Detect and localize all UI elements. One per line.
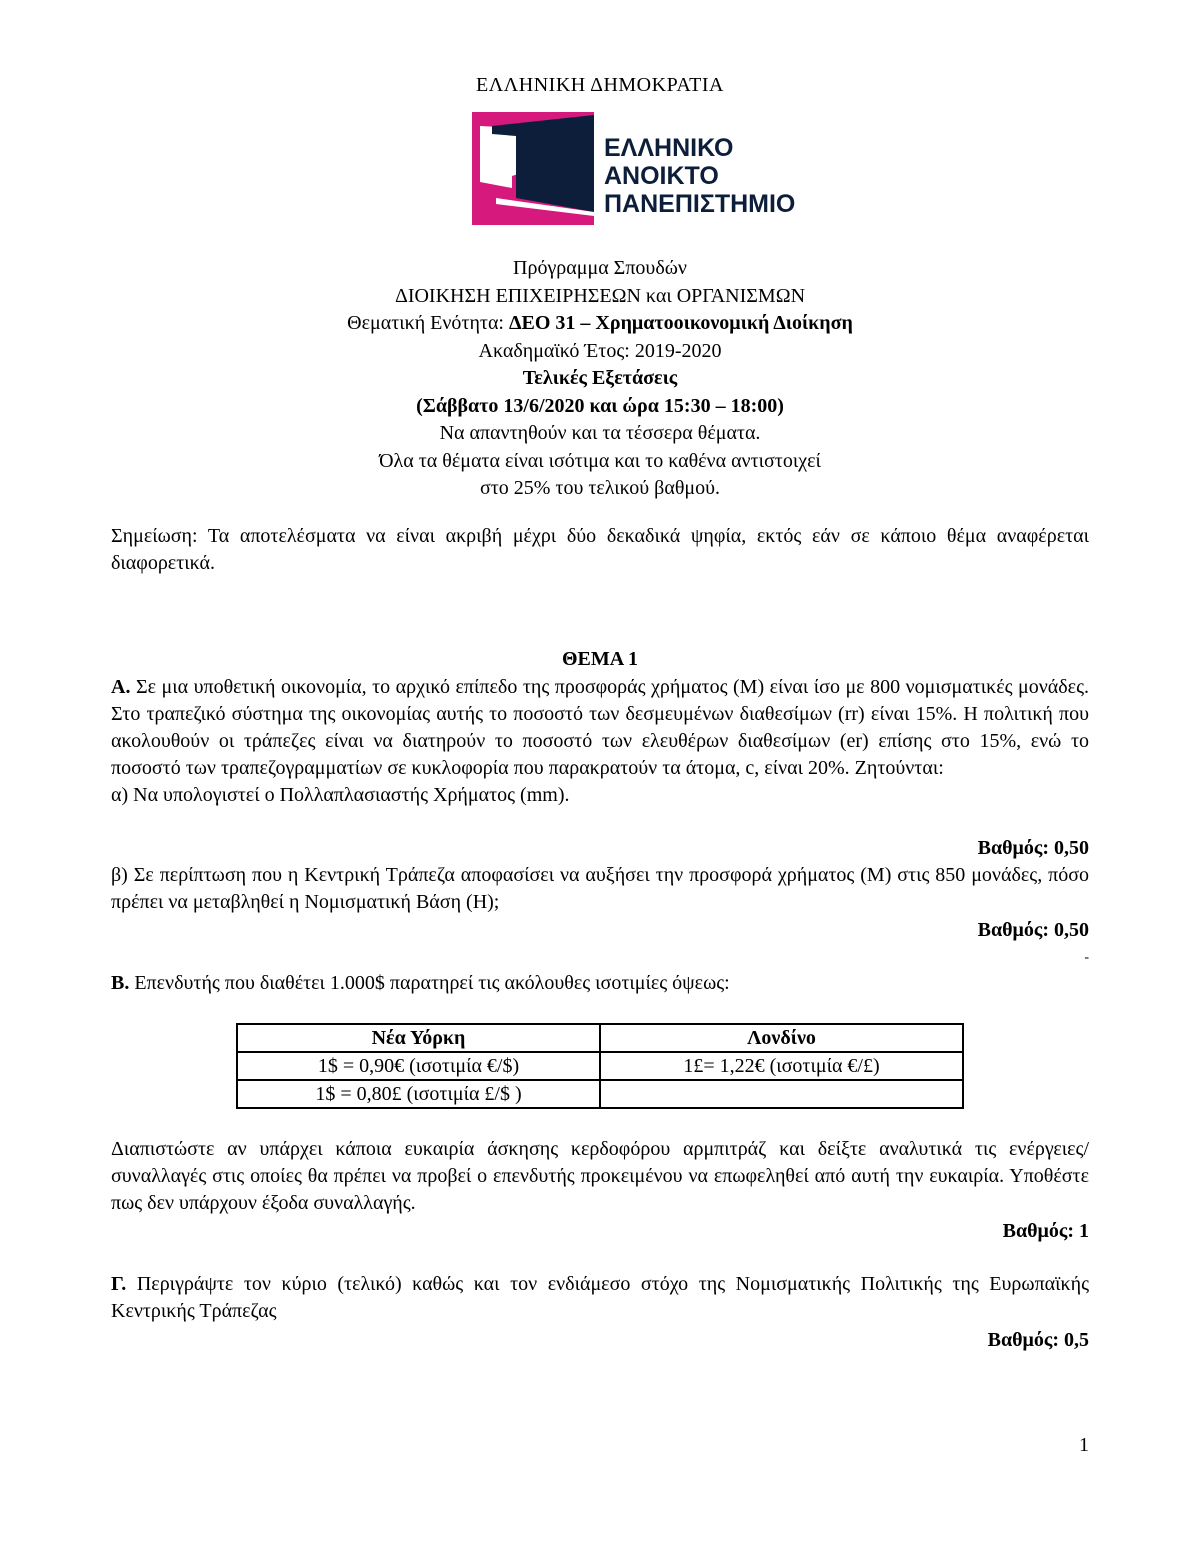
part-b-question: Διαπιστώστε αν υπάρχει κάποια ευκαιρία άσκησης κερδοφόρου αρμπιτράζ και δείξτε αναλυτικά τις ενέργειες/συναλλαγές στις οποίες θα πρέπει να προβεί ο επενδυτής προκειμένου να επωφεληθεί από αυτή την ευκαιρία. Υποθέστε πως δεν υπάρχουν έξοδα συναλλαγής.	[111, 1138, 1089, 1214]
exam-header	[0, 255, 1200, 503]
program-label: Πρόγραμμα Σπουδών	[513, 257, 687, 279]
program-name: ΔΙΟΙΚΗΣΗ ΕΠΙΧΕΙΡΗΣΕΩΝ και ΟΡΓΑΝΙΣΜΩΝ	[394, 284, 806, 307]
table-header-row	[237, 1024, 963, 1052]
exam-date: (Σάββατο 13/6/2020 και ώρα 15:30 – 18:00)	[416, 394, 784, 417]
exam-title: Τελικές Εξετάσεις	[522, 367, 678, 389]
logo-line-2: ΑΝΟΙΚΤΟ	[604, 162, 719, 190]
table-cell: 1£= 1,22€ (ισοτιμία €/£)	[600, 1052, 963, 1080]
table-cell: 1$ = 0,80£ (ισοτιμία £/$ )	[237, 1080, 600, 1108]
score-d: Βαθμός: 0,5	[987, 1329, 1089, 1351]
module-name: ΔΕΟ 31 – Χρηματοοικονομική Διοίκηση	[508, 312, 853, 334]
part-b-text: Επενδυτής που διαθέτει 1.000$ παρατηρεί τις ακόλουθες ισοτιμίες όψεως:	[129, 972, 730, 994]
table-header-london: Λονδίνο	[600, 1024, 963, 1052]
table-header-new-york: Νέα Υόρκη	[237, 1024, 600, 1052]
logo-line-3: ΠΑΝΕΠΙΣΤΗΜΙΟ	[604, 190, 796, 218]
score-a: Βαθμός: 0,50	[977, 837, 1089, 859]
part-a-label: Α.	[111, 676, 131, 698]
stray-mark: -	[1084, 950, 1089, 965]
instruction-2: Όλα τα θέματα είναι ισότιμα και το καθένα αντιστοιχεί	[379, 449, 821, 472]
university-logo	[472, 112, 802, 225]
academic-year: Ακαδημαϊκό Έτος: 2019-2020	[478, 339, 722, 362]
part-b-label: Β.	[111, 972, 130, 994]
table-cell	[600, 1080, 963, 1108]
table-cell: 1$ = 0,90€ (ισοτιμία €/$)	[237, 1052, 600, 1080]
part-c-text: Περιγράψτε τον κύριο (τελικό) καθώς και τον ενδιάμεσο στόχο της Νομισματικής Πολιτικής της Ευρωπαϊκής Κεντρικής Τράπεζας	[111, 1273, 1089, 1322]
part-c	[111, 1271, 1089, 1325]
theme-title: ΘΕΜΑ 1	[561, 648, 639, 670]
table-row	[237, 1080, 963, 1108]
logo-line-1: ΕΛΛΗΝΙΚΟ	[604, 134, 734, 162]
score-b: Βαθμός: 0,50	[977, 919, 1089, 941]
exchange-rates-table	[236, 1023, 964, 1109]
page-number: 1	[1079, 1434, 1089, 1456]
note-label: Σημείωση:	[111, 525, 208, 547]
module-label: Θεματική Ενότητα:	[347, 312, 509, 334]
score-c: Βαθμός: 1	[1002, 1220, 1089, 1242]
note-paragraph	[111, 523, 1089, 577]
question-b: β) Σε περίπτωση που η Κεντρική Τράπεζα αποφασίσει να αυξήσει την προσφορά χρήματος (Μ) στις 850 μονάδες, πόσο πρέπει να μεταβληθεί η Νομισματική Βάση (Η);	[111, 864, 1089, 913]
instruction-3: στο 25% του τελικού βαθμού.	[479, 477, 721, 499]
note-text: Τα αποτελέσματα να είναι ακριβή μέχρι δύο δεκαδικά ψηφία, εκτός εάν σε κάποιο θέμα αναφέρεται διαφορετικά.	[111, 525, 1089, 574]
instruction-1: Να απαντηθούν και τα τέσσερα θέματα.	[439, 422, 761, 444]
part-b	[111, 970, 1089, 997]
part-a	[111, 674, 1089, 809]
question-a: α) Να υπολογιστεί ο Πολλαπλασιαστής Χρήματος (mm).	[111, 784, 570, 806]
part-c-label: Γ.	[111, 1273, 127, 1295]
republic-heading: ΕΛΛΗΝΙΚΗ ΔΗΜΟΚΡΑΤΙΑ	[476, 74, 724, 96]
table-row	[237, 1052, 963, 1080]
part-a-text: Σε μια υποθετική οικονομία, το αρχικό επίπεδο της προσφοράς χρήματος (Μ) είναι ίσο με 800 νομισματικές μονάδες. Στο τραπεζικό σύστημα της οικονομίας αυτής το ποσοστό των δεσμευμένων διαθεσίμων (rr) είναι 15%. Η πολιτική που ακολουθούν οι τράπεζες είναι να διατηρούν το ποσοστό των ελευθέρων διαθεσίμων (er) επίσης στο 15%, ενώ το ποσοστό των τραπεζογραμματίων σε κυκλοφορία που παρακρατούν τα άτομα, c, είναι 20%. Ζητούνται:	[111, 676, 1089, 779]
module-line	[0, 310, 1200, 338]
